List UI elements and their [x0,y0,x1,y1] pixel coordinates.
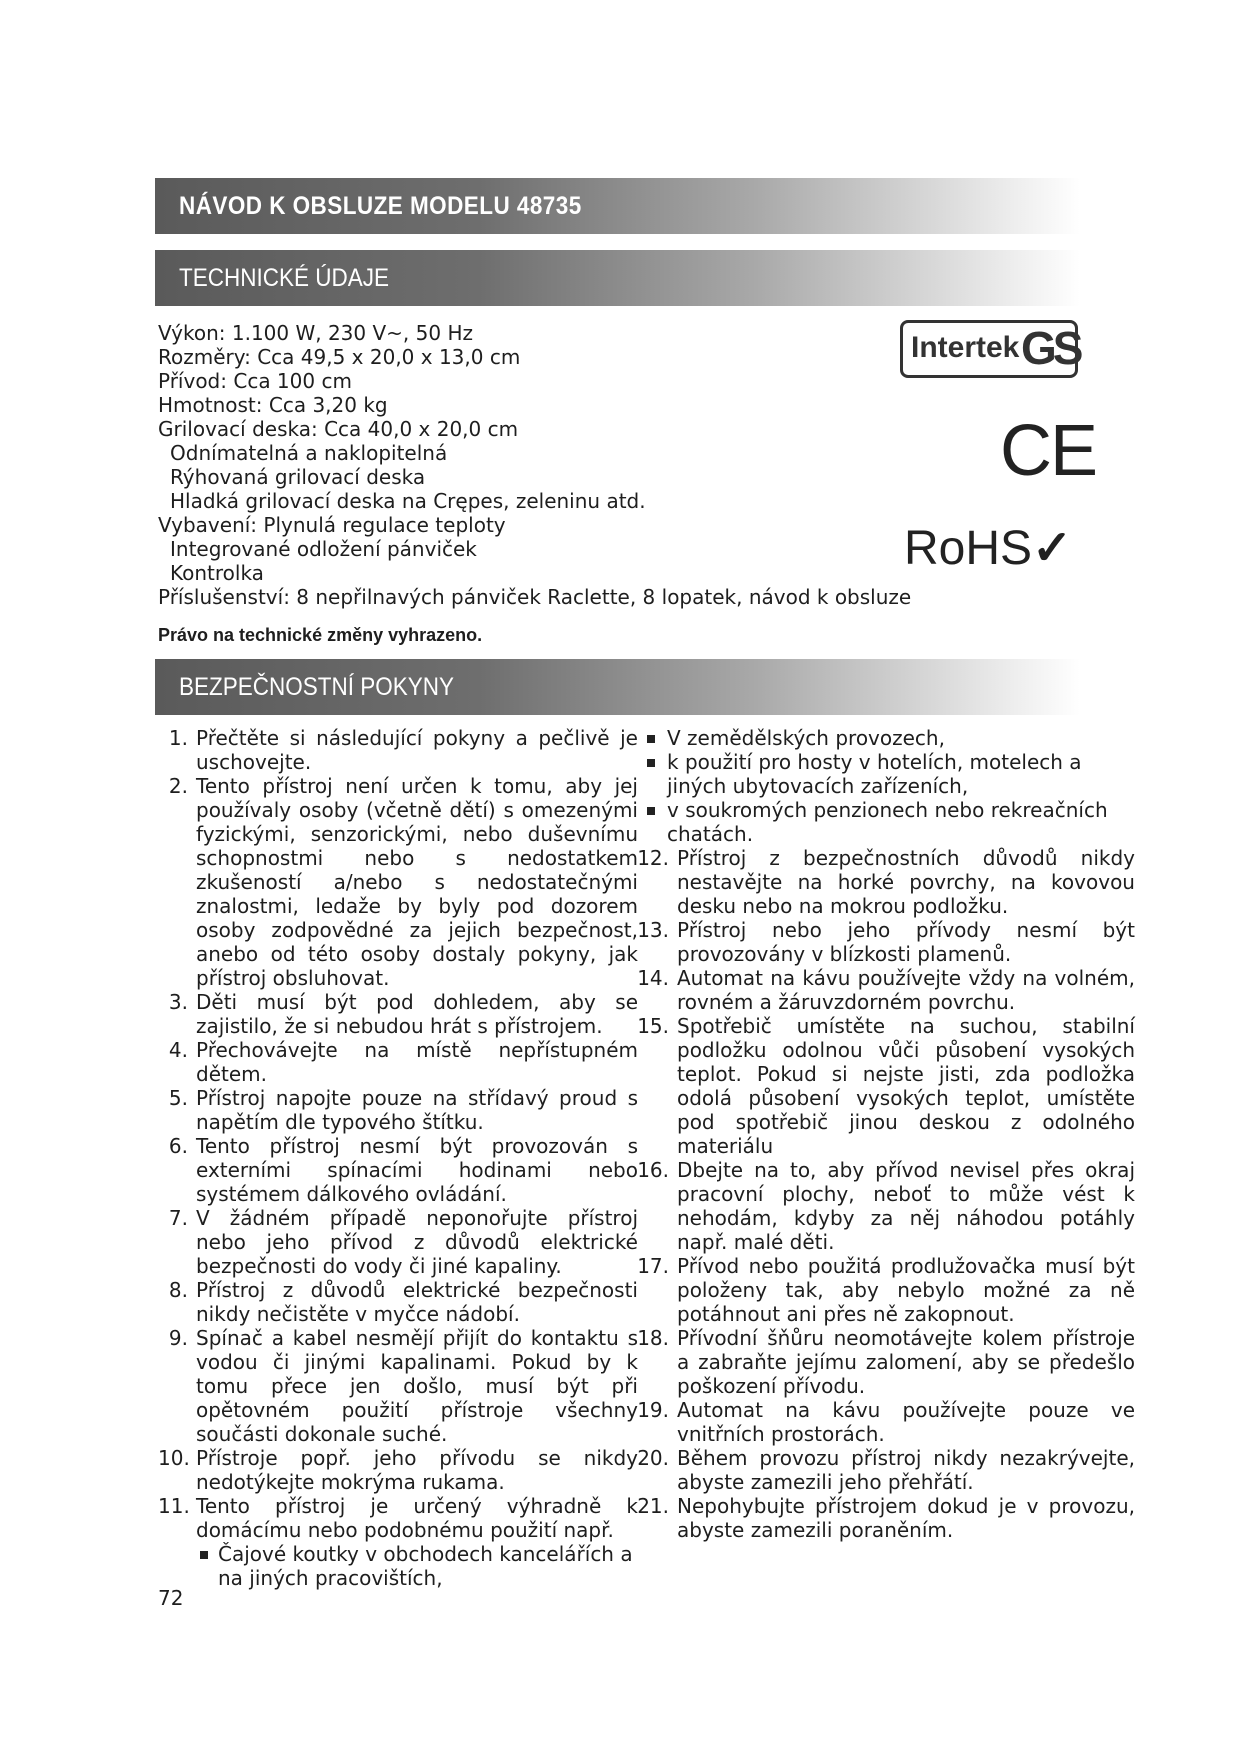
spec-equipment-lamp: Kontrolka [170,561,264,585]
safety-item-10 [158,1446,638,1494]
item-number: 7. [168,1206,188,1230]
item-number: 18. [637,1326,669,1350]
item-number: 2. [168,774,188,798]
item-number: 13. [637,918,669,942]
safety-item-4 [158,1038,638,1086]
square-bullet-icon [647,807,655,815]
safety-heading: BEZPEČNOSTNÍ POKYNY [179,673,455,701]
item-number: 16. [637,1158,669,1182]
spec-equipment-storage: Integrované odložení pánviček [170,537,477,561]
spec-cord: Přívod: Cca 100 cm [158,369,352,393]
item-number: 3. [168,990,188,1014]
square-bullet-icon [647,735,655,743]
item-text: V žádném případě neponořujte přístroj nebo jeho přívod z důvodů elektrické bezpečnosti do vody či jiné kapaliny. [196,1206,638,1278]
item-text: Dbejte na to, aby přívod nevisel přes okraj pracovní plochy, neboť to může vést k nehodám, kdyby za něj náhodou potáhly např. malé děti. [677,1158,1135,1254]
square-bullet-icon [647,759,655,767]
item-number: 15. [637,1014,669,1038]
spec-grill-plate: Grilovací deska: Cca 40,0 x 20,0 cm [158,417,519,441]
checkmark-icon: ✓ [1032,522,1073,575]
item-number: 4. [168,1038,188,1062]
spec-grill-ribbed: Rýhovaná grilovací deska [170,465,426,489]
square-bullet-icon [200,1551,208,1559]
item-text: Tento přístroj je určený výhradně k domácímu nebo podobnému použití např. [196,1494,638,1542]
page-number: 72 [158,1586,184,1610]
safety-item-21 [615,1494,1135,1542]
safety-column-right [615,726,1135,1542]
item-text: Tento přístroj nesmí být provozován s externími spínacími hodinami nebo systémem dálkového ovládání. [196,1134,638,1206]
item-number: 10. [158,1446,190,1470]
rohs-logo [904,520,1072,576]
spec-list [158,321,918,609]
item-text: Přívod nebo použitá prodlužovačka musí být položeny tak, aby nebylo možné za ně potáhnout ani přes ně zakopnout. [677,1254,1135,1326]
safety-item-8 [158,1278,638,1326]
bullet-item [158,1542,638,1590]
safety-item-2 [158,774,638,990]
item-text: Přístroje popř. jeho přívodu se nikdy nedotýkejte mokrýma rukama. [196,1446,638,1494]
safety-item-3 [158,990,638,1038]
bullet-item [615,798,1135,846]
manual-title-band [155,178,1080,234]
safety-heading-band [155,659,1080,715]
bullet-text: v soukromých penzionech nebo rekreačních chatách. [667,798,1108,846]
item-number: 5. [168,1086,188,1110]
spec-equipment: Vybavení: Plynulá regulace teploty [158,513,506,537]
tech-heading-band [155,250,1080,306]
item-text: Děti musí být pod dohledem, aby se zajistilo, že si nebudou hrát s přístrojem. [196,990,638,1038]
item-text: Spínač a kabel nesmějí přijít do kontaktu s vodou či jinými kapalinami. Pokud by k tomu přece jen došlo, musí být při opětovném použití přístroje všechny součásti dokonale suché. [196,1326,638,1446]
item-text: Nepohybujte přístrojem dokud je v provozu, abyste zamezili poraněním. [677,1494,1135,1542]
safety-item-7 [158,1206,638,1278]
spec-accessories: Příslušenství: 8 nepřilnavých pánviček Raclette, 8 lopatek, návod k obsluze [158,585,912,609]
item-number: 1. [168,726,188,750]
item-text: Automat na kávu používejte vždy na volném, rovném a žáruvzdorném povrchu. [677,966,1135,1014]
spec-grill-removable: Odnímatelná a naklopitelná [170,441,448,465]
bullet-item [615,750,1135,798]
safety-item-9 [158,1326,638,1446]
item-number: 9. [168,1326,188,1350]
item-text: Automat na kávu používejte pouze ve vnitřních prostorách. [677,1398,1135,1446]
spec-weight: Hmotnost: Cca 3,20 kg [158,393,388,417]
safety-item-19 [615,1398,1135,1446]
intertek-logo-text: Intertek [911,331,1020,364]
item-text: Během provozu přístroj nikdy nezakrývejte, abyste zamezili jeho přehřátí. [677,1446,1135,1494]
safety-item-1 [158,726,638,774]
safety-item-12 [615,846,1135,918]
item-number: 20. [637,1446,669,1470]
safety-item-17 [615,1254,1135,1326]
bullet-text: k použití pro hosty v hotelích, motelech a jiných ubytovacích zařízeních, [667,750,1082,798]
spec-grill-smooth: Hladká grilovací deska na Crępes, zeleninu atd. [170,489,646,513]
manual-title: NÁVOD K OBSLUZE MODELU 48735 [179,192,582,220]
bullet-item [615,726,1135,750]
safety-item-6 [158,1134,638,1206]
safety-item-16 [615,1158,1135,1254]
safety-item-5 [158,1086,638,1134]
item-number: 12. [637,846,669,870]
item-text: Přívodní šňůru neomotávejte kolem přístroje a zabraňte jejímu zalomení, aby se předešlo poškození přívodu. [677,1326,1135,1398]
item-number: 21. [637,1494,669,1518]
item-text: Přístroj nebo jeho přívody nesmí být provozovány v blízkosti plamenů. [677,918,1135,966]
safety-item-15 [615,1014,1135,1158]
item-text: Přechovávejte na místě nepřístupném dětem. [196,1038,638,1086]
item-text: Přístroj z bezpečnostních důvodů nikdy nestavějte na horké povrchy, na kovovou desku nebo na mokrou podložku. [677,846,1135,918]
item-number: 19. [637,1398,669,1422]
gs-mark: GS [1021,322,1080,374]
spec-dimensions: Rozměry: Cca 49,5 x 20,0 x 13,0 cm [158,345,521,369]
item-text: Spotřebič umístěte na suchou, stabilní podložku odolnou vůči působení vysokých teplot. Pokud si nejste jisti, zda podložka odolá působení vysokých teplot, umístěte pod spotřebič jinou deskou z odolného materiálu [677,1014,1135,1158]
rohs-text: RoHS [904,522,1033,575]
safety-item-14 [615,966,1135,1014]
item-number: 8. [168,1278,188,1302]
safety-item-13 [615,918,1135,966]
item-number: 6. [168,1134,188,1158]
bullet-text: V zemědělských provozech, [667,726,945,750]
intertek-gs-logo [900,320,1078,378]
item-text: Tento přístroj není určen k tomu, aby jej používaly osoby (včetně dětí) s omezenými fyzickými, senzorickými, nebo duševnímu schopnostmi nebo s nedostatkem zkušeností a/nebo s nedostatečnými znalostmi, ledaže by byly pod dozorem osoby zodpovědné za jejich bezpečnost, anebo od této osoby dostaly pokyny, jak přístroj obsluhovat. [196,774,638,990]
tech-heading: TECHNICKÉ ÚDAJE [179,264,390,292]
safety-item-18 [615,1326,1135,1398]
spec-power: Výkon: 1.100 W, 230 V~, 50 Hz [158,321,473,345]
bullet-text: Čajové koutky v obchodech kancelářích a na jiných pracovištích, [218,1542,633,1590]
item-text: Přístroj napojte pouze na střídavý proud s napětím dle typového štítku. [196,1086,638,1134]
item-text: Přístroj z důvodů elektrické bezpečnosti nikdy nečistěte v myčce nádobí. [196,1278,638,1326]
safety-item-11 [158,1494,638,1542]
item-number: 11. [158,1494,190,1518]
safety-item-20 [615,1446,1135,1494]
item-number: 17. [637,1254,669,1278]
safety-column-left [158,726,638,1590]
item-text: Přečtěte si následující pokyny a pečlivě je uschovejte. [196,726,638,774]
ce-mark: CE [1000,411,1097,491]
item-number: 14. [637,966,669,990]
changes-reserved-note: Právo na technické změny vyhrazeno. [158,625,483,645]
